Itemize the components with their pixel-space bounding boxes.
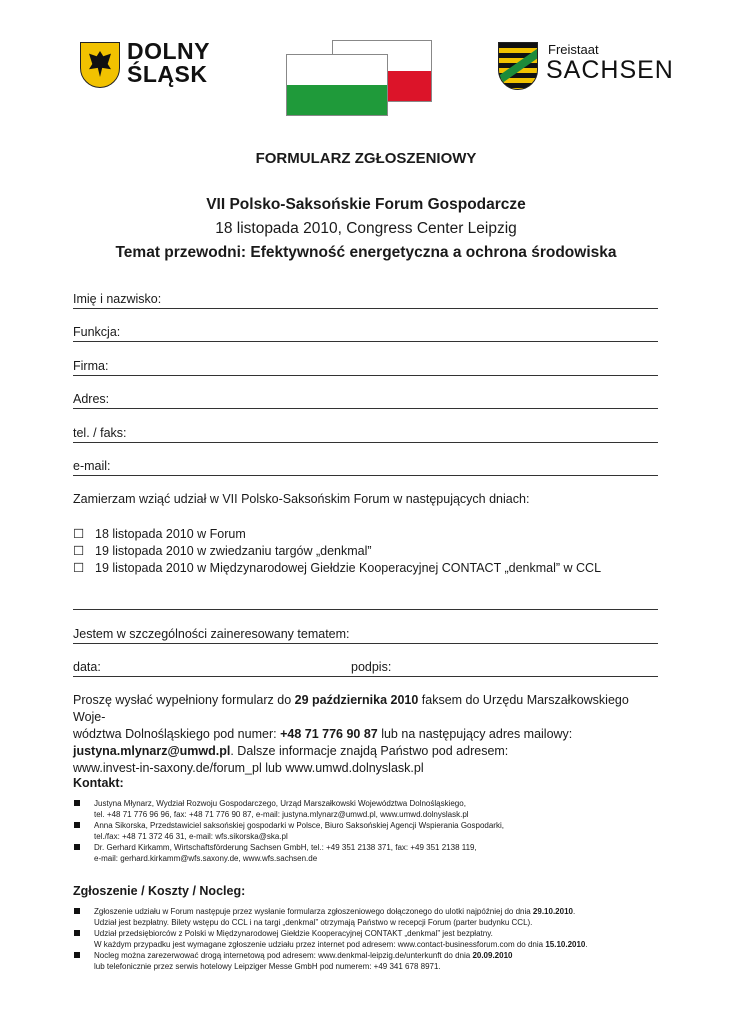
signature-label: podpis: [351, 660, 392, 674]
list-item: Udział przedsiębiorców z Polski w Międzynarodowej Giełdzie Kooperacyjnej CONTAKT „denkmal” jest bezpłatny. W każdym przypadku jest wymagane zgłoszenie udziału przez internet pod adresem: www.contact-businessforum.com do dnia 15.10.2010. [73, 928, 673, 950]
option-3-label: 19 listopada 2010 w Międzynarodowej Giełdzie Kooperacyjnej CONTACT „denkmal” w CCL [95, 561, 602, 575]
form-title: FORMULARZ ZGŁOSZENIOWY [255, 150, 477, 167]
contact-heading: Kontakt: [73, 776, 124, 790]
interest-field[interactable] [73, 627, 658, 644]
checkbox-option-1[interactable] [73, 526, 246, 541]
option-1-label: 18 listopada 2010 w Forum [95, 527, 246, 541]
list-item: Justyna Młynarz, Wydział Rozwoju Gospodarczego, Urząd Marszałkowski Województwa Dolnośląskiego, tel. +48 71 776 96 96, fax: +48 71 776 90 87, e-mail: justyna.mlynarz@umwd.pl, www.umwd.dolnyslask.pl [73, 798, 673, 820]
address-field[interactable] [73, 392, 658, 409]
company-field[interactable] [73, 359, 658, 376]
event-date-place: 18 listopada 2010, Congress Center Leipzig [215, 220, 517, 237]
list-item: Zgłoszenie udziału w Forum następuje przez wysłanie formularza zgłoszeniowego dołączonego do ulotki najpóźniej do dnia 29.10.2010. Udział jest bezpłatny. Bilety wstępu do CCL i na targi „denkmal” otrzymają Państwo w recepcji Forum (parter budynku CCL). [73, 906, 673, 928]
bullet-icon [74, 822, 80, 828]
email-label: e-mail: [73, 459, 111, 473]
sachsen-coat-of-arms-icon [498, 42, 538, 90]
checkbox-icon[interactable]: ☐ [73, 527, 85, 541]
date-signature-line[interactable] [73, 660, 658, 677]
dolny-slask-wordmark: DOLNY ŚLĄSK [127, 38, 210, 87]
function-label: Funkcja: [73, 325, 121, 339]
name-field[interactable] [73, 292, 658, 309]
bullet-icon [74, 930, 80, 936]
list-item: Anna Sikorska, Przedstawiciel saksońskiej gospodarki w Polsce, Biuro Saksońskiej Agencji Wspierania Gospodarki, tel./fax: +48 71 372 46 31, e-mail: wfs.sikorska@ska.pl [73, 820, 673, 842]
checkbox-icon[interactable]: ☐ [73, 561, 85, 575]
company-label: Firma: [73, 359, 109, 373]
checkbox-option-3[interactable] [73, 560, 601, 575]
costs-list [73, 906, 673, 972]
contact-list [73, 798, 673, 864]
sachsen-logo [498, 42, 674, 92]
flags-graphic [286, 40, 432, 114]
name-label: Imię i nazwisko: [73, 292, 162, 306]
function-field[interactable] [73, 325, 658, 342]
option-2-label: 19 listopada 2010 w zwiedzaniu targów „denkmal” [95, 544, 372, 558]
checkbox-option-2[interactable] [73, 543, 372, 558]
instructions-paragraph: Proszę wysłać wypełniony formularz do 29 października 2010 faksem do Urzędu Marszałkowskiego Woje- wództwa Dolnośląskiego pod numer: +48 71 776 90 87 lub na następujący adres mailowy: justyna.mlynarz@umwd.pl. Dalsze informacje znajdą Państwo pod adresem: www.invest-in-saxony.de/forum_pl lub www.umwd.dolnyslask.pl [73, 692, 663, 777]
sachsen-logo-big: SACHSEN [546, 56, 674, 84]
phone-field[interactable] [73, 426, 658, 443]
bullet-icon [74, 908, 80, 914]
event-theme: Temat przewodni: Efektywność energetyczna a ochrona środowiska [115, 244, 617, 261]
email-field[interactable] [73, 459, 658, 476]
date-label: data: [73, 660, 101, 674]
blank-line[interactable] [73, 593, 658, 610]
costs-heading: Zgłoszenie / Koszty / Nocleg: [73, 884, 246, 898]
event-title: VII Polsko-Saksońskie Forum Gospodarcze [206, 196, 526, 213]
phone-label: tel. / faks: [73, 426, 127, 440]
sachsen-logo-small: Freistaat [548, 42, 599, 57]
list-item: Nocleg można zarezerwować drogą internetową pod adresem: www.denkmal-leipzig.de/unterkunft do dnia 20.09.2010 lub telefonicznie przez serwis hotelowy Leipziger Messe GmbH pod numerem: +49 341 678 8971. [73, 950, 673, 972]
bullet-icon [74, 844, 80, 850]
bullet-icon [74, 800, 80, 806]
checkbox-icon[interactable]: ☐ [73, 544, 85, 558]
silesia-flag-icon [286, 54, 388, 116]
interest-label: Jestem w szczególności zaineresowany tematem: [73, 627, 350, 641]
website-links[interactable]: www.invest-in-saxony.de/forum_pl lub www.umwd.dolnyslask.pl [73, 761, 424, 775]
dolny-slask-coat-of-arms-icon [80, 42, 120, 88]
bullet-icon [74, 952, 80, 958]
email-link[interactable]: justyna.mlynarz@umwd.pl [73, 744, 231, 758]
participation-intro: Zamierzam wziąć udział w VII Polsko-Saksońskim Forum w następujących dniach: [73, 492, 530, 506]
address-label: Adres: [73, 392, 110, 406]
dolny-slask-logo [80, 38, 230, 90]
list-item: Dr. Gerhard Kirkamm, Wirtschaftsförderung Sachsen GmbH, tel.: +49 351 2138 371, fax: +49 351 2138 119, e-mail: gerhard.kirkamm@wfs.saxony.de, www.wfs.sachsen.de [73, 842, 673, 864]
